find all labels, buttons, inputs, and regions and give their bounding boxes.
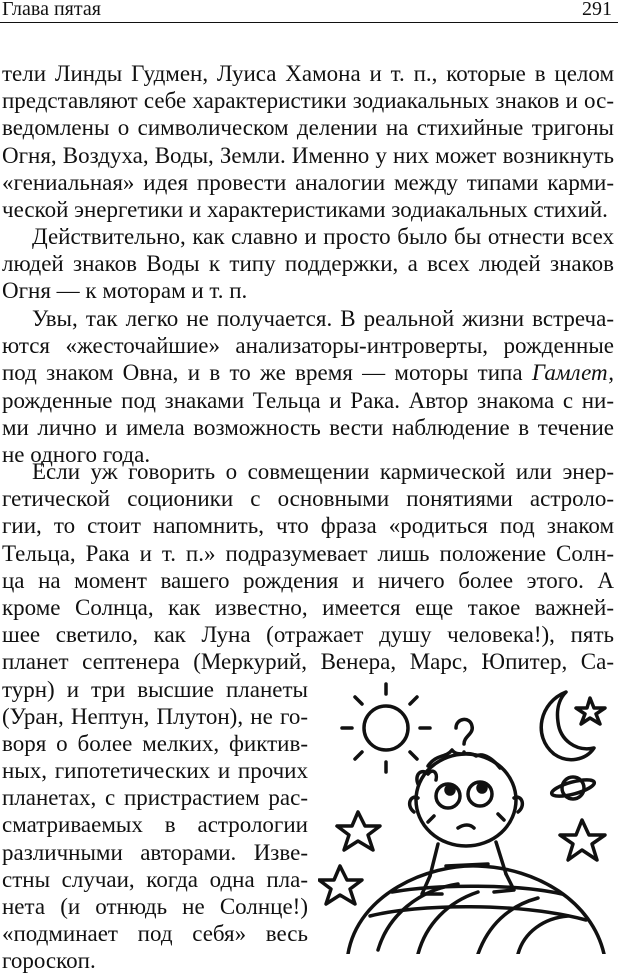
text-line: Действительно, как славно и просто было бы отнести всех xyxy=(32,224,614,249)
star-icon xyxy=(560,820,605,860)
text-line: людей знаков Воды к типу поддержки, а всех людей знаков xyxy=(2,251,614,277)
child-face xyxy=(410,750,523,846)
question-mark-label: ? xyxy=(468,718,469,719)
sun-icon xyxy=(342,684,430,772)
text-line: тели Линды Гудмен, Луиса Хамона и т. п., которые в целом xyxy=(2,61,614,86)
paragraph-1 xyxy=(2,60,614,223)
text-line: «гениальная» идея провести аналогии между типами карми- xyxy=(2,169,614,195)
moon-icon xyxy=(541,692,594,760)
text-line: ведомлены о символическом делении на стихийные тригоны xyxy=(2,115,614,141)
globe-icon xyxy=(348,866,604,954)
child-astrology-illustration xyxy=(318,680,618,954)
text-line: турн) и три высшие планеты xyxy=(2,676,308,702)
paragraph-2 xyxy=(2,223,614,305)
text-line: нета (и отнюдь не Солнце!) xyxy=(2,894,308,919)
question-mark-icon xyxy=(456,719,472,753)
text-line: гороскоп. xyxy=(2,948,96,974)
text-line: Огня — к моторам и т. п. xyxy=(2,278,248,304)
text-line: сматриваемых в астрологии xyxy=(2,812,308,838)
text-line: ца на момент вашего рождения и ничего более этого. А xyxy=(2,567,614,593)
text-line: не одного года. xyxy=(2,441,151,467)
text-line: (Уран, Нептун, Плутон), не го- xyxy=(2,703,308,729)
text-line: шее светило, как Луна (отражает душу человека!), пять xyxy=(2,622,614,648)
text-line: ных, гипотетических и прочих xyxy=(2,758,308,784)
text-line: планетах, с пристрастием рас- xyxy=(2,785,308,811)
planet-icon xyxy=(550,777,596,800)
text-line: гии, то стоит напомнить, что фраза «родиться под знаком xyxy=(2,513,614,539)
star-icon xyxy=(337,812,380,850)
text-line: различными авторами. Изве- xyxy=(2,839,308,865)
text-line xyxy=(2,359,614,386)
text-line: ми лично и имела возможность вести наблюдение в течение xyxy=(2,414,614,440)
text-line: Увы, так легко не получается. В реальной жизни встреча- xyxy=(32,306,614,331)
star-icon xyxy=(576,698,605,724)
running-header xyxy=(0,0,618,23)
italic-word: Гамлет, xyxy=(531,360,614,386)
text-line: Если уж говорить о совмещении кармической или энер- xyxy=(32,459,614,484)
text-line: Тельца, Рака и т. п.» подразумевает лишь положение Солн- xyxy=(2,540,614,566)
text-line: «подминает под себя» весь xyxy=(2,921,308,947)
text-line: Огня, Воздуха, Воды, Земли. Именно у них может возникнуть xyxy=(2,142,614,168)
text-line: гетической соционики с основными понятиями астроло- xyxy=(2,486,614,512)
paragraph-3 xyxy=(2,305,614,468)
text-line: воря о более мелких, фиктив- xyxy=(2,730,308,756)
text-line: стны случаи, когда одна пла- xyxy=(2,866,308,892)
text-line: кроме Солнца, как известно, имеется еще такое важней- xyxy=(2,594,614,620)
star-icon xyxy=(319,866,362,904)
text-line: ются «жесточайшие» анализаторы-интроверты, рожденные xyxy=(2,333,614,359)
text-line: представляют себе характеристики зодиакальных знаков и ос- xyxy=(2,88,614,114)
text-line: ческой энергетики и характеристиками зодиакальных стихий. xyxy=(2,196,608,222)
page-number: 291 xyxy=(582,0,612,20)
text-line: рожденные под знаками Тельца и Рака. Автор знакома с ни- xyxy=(2,387,614,413)
chapter-title: Глава пятая xyxy=(2,0,101,20)
text-line: планет септенера (Меркурий, Венера, Марс, Юпитер, Са- xyxy=(2,649,614,675)
text-span: под знаком Овна, и в то же время — моторы типа xyxy=(2,360,532,386)
